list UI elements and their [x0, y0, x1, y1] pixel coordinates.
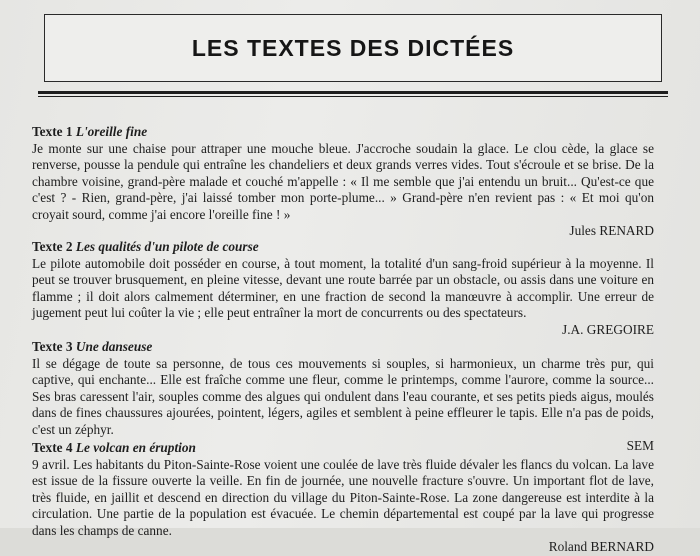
dictation-text-2	[32, 239, 654, 338]
double-rule-thick	[38, 91, 668, 94]
text-author: SEM	[626, 438, 654, 453]
text-body: Le pilote automobile doit posséder en course, à tout moment, la totalité d'un sang-froid supérieur à la moyenne. Il peut se trouver brusquement, en pleine vitesse, devant une route barrée par un obstacle, ou assis dans une voiture en flamme ; il doit alors calmement déterminer, en une fraction de second la manœuvre à accomplir. Une erreur de jugement peut lui coûter la vie ; elle peut entraîner la mort de concurrents ou des spectateurs.	[32, 255, 654, 320]
text-heading	[32, 440, 654, 457]
text-heading	[32, 339, 654, 356]
double-rule-thin	[38, 96, 668, 97]
text-number: Texte 3	[32, 339, 73, 354]
text-body: Il se dégage de toute sa personne, de tous ces mouvements si souples, si harmonieux, un charme très pur, qui captive, qui enchante... Elle est fraîche comme une fleur, comme le printemps, comme l'aurore, comme la source... Ses bras caressent l'air, souples comme des algues qui ondulent dans l'eau courante, et ses petits pieds aigus, moulés dans de fines chaussures ajourées, pointent, légers, agiles et semblent à peine effleurer le tapis. Elle n'a pas de poids, c'est un zéphyr.	[32, 355, 654, 437]
text-title: Les qualités d'un pilote de course	[75, 239, 259, 254]
text-title: L'oreille fine	[75, 124, 148, 139]
text-body: Je monte sur une chaise pour attraper une mouche bleue. J'accroche soudain la glace. Le clou cède, la glace se renverse, pousse la pendule qui entraîne les chandeliers et deux grands verres vides. Tout s'écroule et se brise. De la chambre voisine, grand-père malade et couché m'appelle : « Il me semble que j'ai entendu un bruit... Qu'est-ce que c'est ? - Rien, grand-père, j'ai laissé tomber mon porte-plume... » Grand-père n'en revient pas : « Et moi qu'on croyait sourd, comme j'ai encore l'oreille fine ! »	[32, 140, 654, 222]
dictation-text-3	[32, 339, 654, 455]
text-heading	[32, 239, 654, 256]
text-body: 9 avril. Les habitants du Piton-Sainte-Rose voient une coulée de lave très fluide dévaler les flancs du volcan. La lave est issue de la fissure ouverte la veille. En fin de journée, une nouvelle fracture s'ouvre. Un important flot de lave, très fluide, en jaillit et descend en direction du village du Piton-Sainte-Rose. La zone dangereuse est interdite à la circulation. Une partie de la population est évacuée. Le chemin départemental est coupé par la lave qui progresse dans les champs de canne.	[32, 456, 654, 538]
text-title: Une danseuse	[75, 339, 153, 354]
text-number: Texte 2	[32, 239, 73, 254]
text-number: Texte 4	[32, 440, 73, 455]
dictation-text-1	[32, 124, 654, 240]
text-title: Le volcan en éruption	[75, 440, 196, 455]
text-author: Roland BERNARD	[548, 539, 654, 554]
text-author: Jules RENARD	[569, 223, 654, 238]
text-number: Texte 1	[32, 124, 73, 139]
title-box	[44, 14, 662, 82]
text-heading	[32, 124, 654, 141]
dictation-text-4	[32, 440, 654, 556]
text-author: J.A. GREGOIRE	[562, 321, 654, 337]
page-title: LES TEXTES DES DICTÉES	[191, 35, 515, 61]
